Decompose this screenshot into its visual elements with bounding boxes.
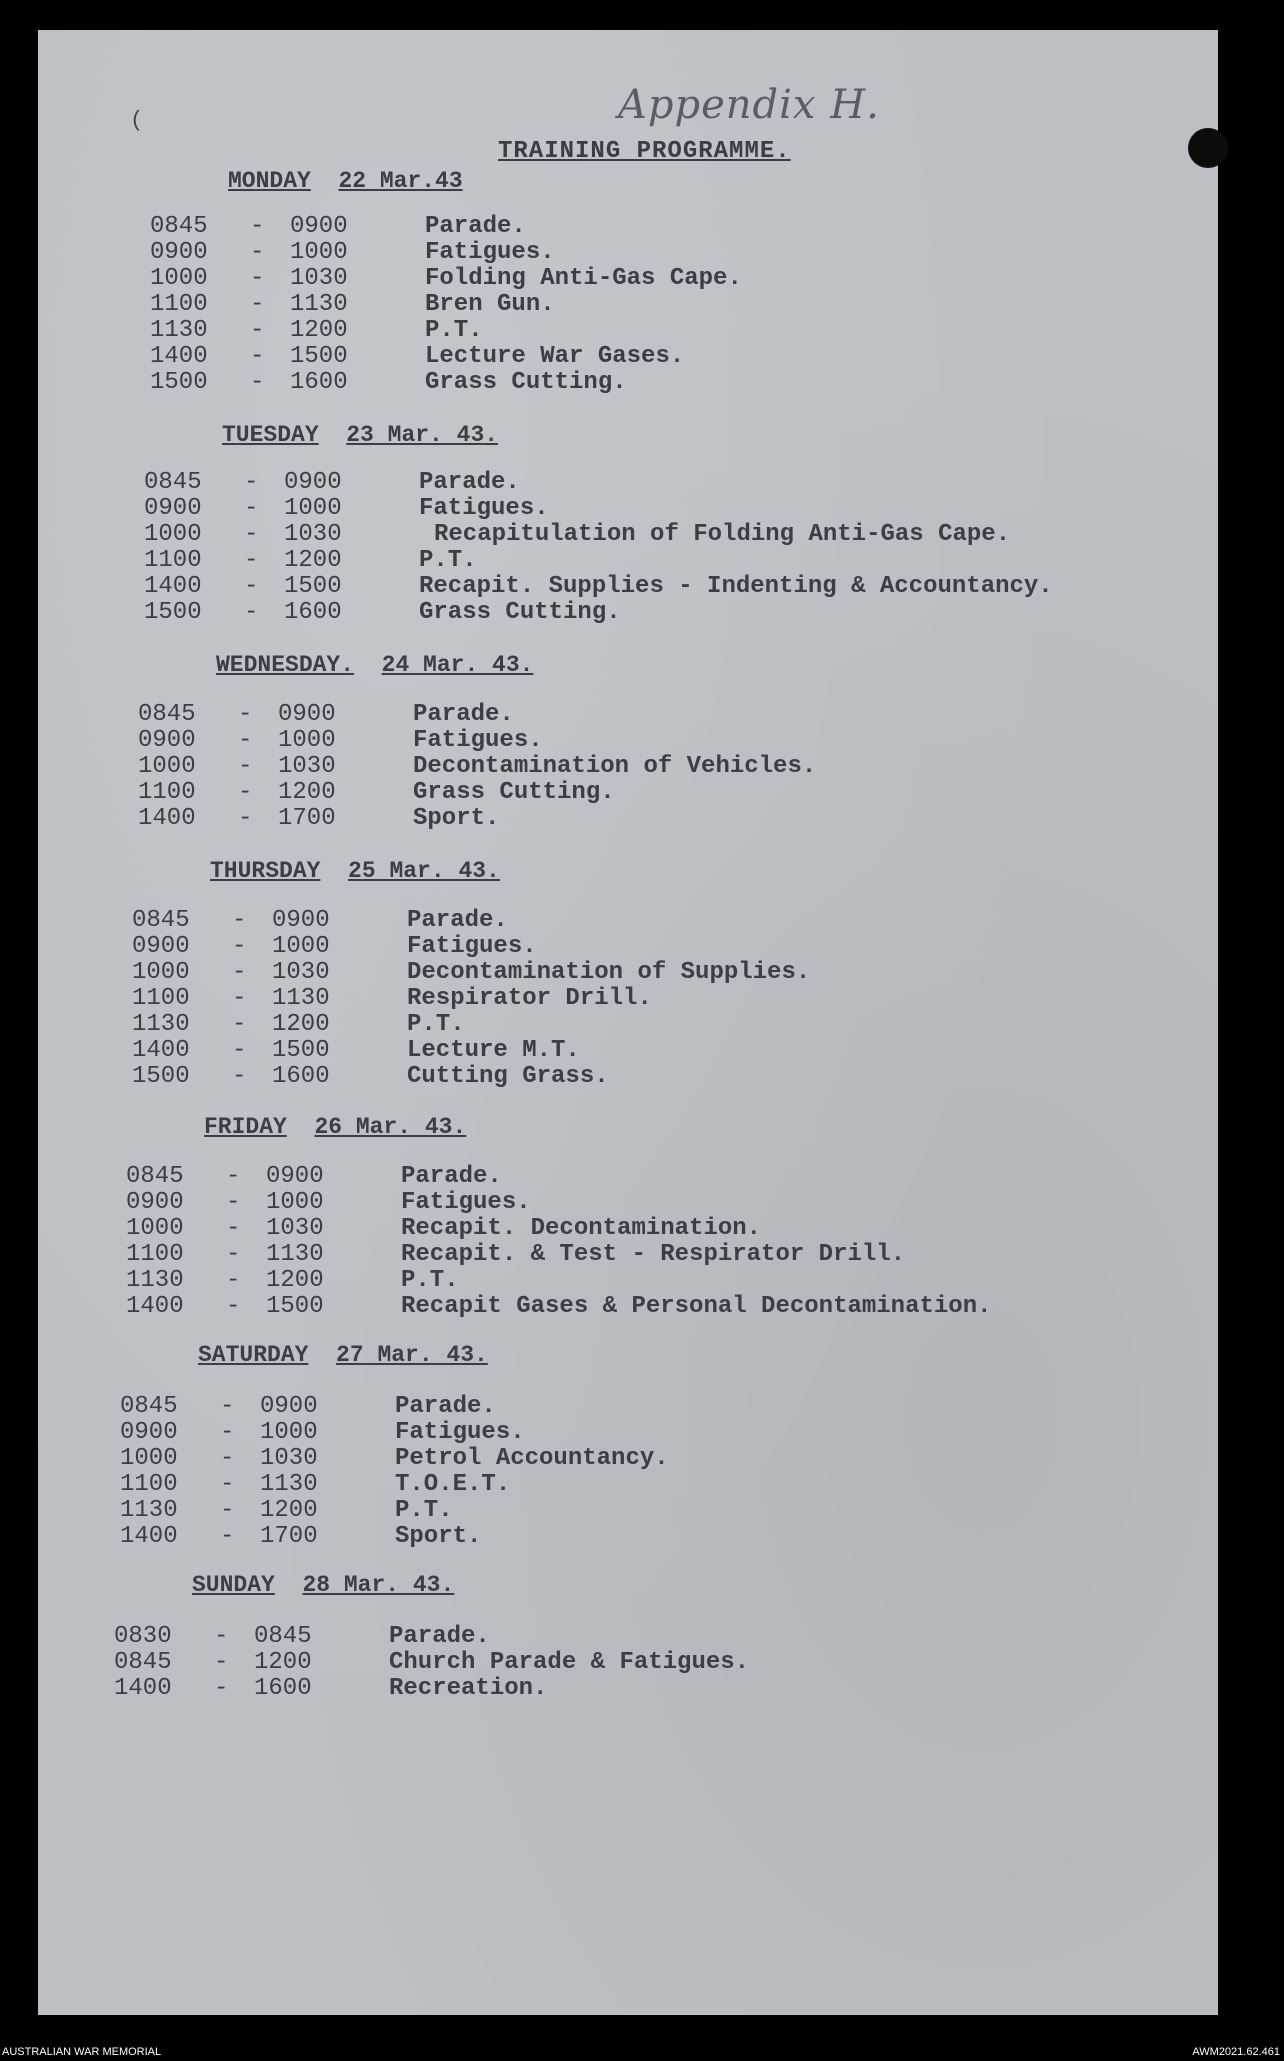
end-time: 1130: [290, 291, 348, 318]
activity: Petrol Accountancy.: [395, 1445, 669, 1472]
start-time: 1100: [150, 291, 208, 318]
start-time: 1000: [138, 753, 196, 780]
day-name: MONDAY: [228, 168, 311, 194]
activity: Parade.: [419, 469, 520, 496]
end-time: 1000: [260, 1419, 318, 1446]
day-name: WEDNESDAY.: [216, 652, 355, 678]
start-time: 0830: [114, 1623, 172, 1650]
end-time: 0900: [284, 469, 342, 496]
activity: Recapit. Supplies - Indenting & Accountancy.: [419, 573, 1053, 600]
activity: Parade.: [425, 213, 526, 240]
end-time: 1000: [272, 933, 330, 960]
end-time: 1200: [272, 1011, 330, 1038]
activity: Parade.: [389, 1623, 490, 1650]
activity: Decontamination of Vehicles.: [413, 753, 817, 780]
start-time: 1400: [144, 573, 202, 600]
end-time: 1600: [284, 599, 342, 626]
day-date: 24 Mar. 43.: [381, 652, 534, 678]
start-time: 1500: [144, 599, 202, 626]
day-heading: [222, 422, 498, 448]
end-time: 1000: [278, 727, 336, 754]
end-time: 1130: [272, 985, 330, 1012]
end-time: 1130: [260, 1471, 318, 1498]
document-title: TRAINING PROGRAMME.: [498, 138, 791, 165]
activity: Sport.: [413, 805, 500, 832]
day-date: 25 Mar. 43.: [348, 858, 500, 884]
activity: Lecture War Gases.: [425, 343, 685, 370]
activity: P.T.: [407, 1011, 465, 1038]
end-time: 1200: [278, 779, 336, 806]
activity: Bren Gun.: [425, 291, 555, 318]
start-time: 1100: [132, 985, 190, 1012]
activity: P.T.: [425, 317, 483, 344]
activity: T.O.E.T.: [395, 1471, 511, 1498]
day-name: TUESDAY: [222, 422, 319, 448]
start-time: 0845: [132, 907, 190, 934]
end-time: 1200: [266, 1267, 324, 1294]
activity: Decontamination of Supplies.: [407, 959, 811, 986]
activity: Grass Cutting.: [413, 779, 615, 806]
end-time: 1600: [290, 369, 348, 396]
footer-source: AUSTRALIAN WAR MEMORIAL: [2, 2046, 162, 2058]
activity: Parade.: [407, 907, 508, 934]
day-date: 22 Mar.43: [338, 168, 463, 194]
activity: Parade.: [401, 1163, 502, 1190]
day-heading: [210, 858, 500, 884]
start-time: 1130: [132, 1011, 190, 1038]
day-date: 26 Mar. 43.: [314, 1114, 467, 1140]
day-name: FRIDAY: [204, 1114, 287, 1140]
end-time: 1600: [272, 1063, 330, 1090]
end-time: 1700: [278, 805, 336, 832]
punch-hole: [1188, 128, 1228, 168]
start-time: 1130: [126, 1267, 184, 1294]
start-time: 1000: [144, 521, 202, 548]
end-time: 1500: [266, 1293, 324, 1320]
start-time: 0845: [114, 1649, 172, 1676]
start-time: 0845: [150, 213, 208, 240]
end-time: 1030: [290, 265, 348, 292]
end-time: 1030: [260, 1445, 318, 1472]
day-heading: [216, 652, 533, 678]
activity: Grass Cutting.: [425, 369, 627, 396]
activity: Recapitulation of Folding Anti-Gas Cape.: [434, 521, 1011, 548]
end-time: 0900: [278, 701, 336, 728]
day-date: 23 Mar. 43.: [346, 422, 499, 448]
activity: Fatigues.: [401, 1189, 531, 1216]
start-time: 1100: [144, 547, 202, 574]
start-time: 1130: [150, 317, 208, 344]
start-time: 0900: [150, 239, 208, 266]
activity: P.T.: [401, 1267, 459, 1294]
margin-mark: (: [130, 108, 144, 133]
day-date: 28 Mar. 43.: [302, 1572, 455, 1598]
end-time: 1600: [254, 1675, 312, 1702]
activity: Parade.: [413, 701, 514, 728]
activity: Cutting Grass.: [407, 1063, 609, 1090]
start-time: 0845: [138, 701, 196, 728]
end-time: 1030: [278, 753, 336, 780]
start-time: 0900: [126, 1189, 184, 1216]
day-date: 27 Mar. 43.: [336, 1342, 488, 1368]
end-time: 0900: [290, 213, 348, 240]
activity: Fatigues.: [395, 1419, 525, 1446]
start-time: 1100: [126, 1241, 184, 1268]
end-time: 1500: [290, 343, 348, 370]
end-time: 1200: [290, 317, 348, 344]
activity: Recapit. & Test - Respirator Drill.: [401, 1241, 906, 1268]
end-time: 1200: [284, 547, 342, 574]
activity: Respirator Drill.: [407, 985, 652, 1012]
end-time: 0900: [272, 907, 330, 934]
end-time: 1500: [272, 1037, 330, 1064]
end-time: 1200: [260, 1497, 318, 1524]
day-name: SATURDAY: [198, 1342, 309, 1368]
start-time: 1000: [132, 959, 190, 986]
start-time: 1400: [120, 1523, 178, 1550]
end-time: 1500: [284, 573, 342, 600]
end-time: 1200: [254, 1649, 312, 1676]
end-time: 0900: [266, 1163, 324, 1190]
start-time: 1400: [150, 343, 208, 370]
end-time: 1000: [290, 239, 348, 266]
end-time: 1030: [272, 959, 330, 986]
activity: P.T.: [395, 1497, 453, 1524]
activity: Recapit Gases & Personal Decontamination.: [401, 1293, 992, 1320]
day-name: SUNDAY: [192, 1572, 275, 1598]
end-time: 1700: [260, 1523, 318, 1550]
start-time: 1100: [138, 779, 196, 806]
end-time: 0900: [260, 1393, 318, 1420]
activity: Folding Anti-Gas Cape.: [425, 265, 742, 292]
activity: P.T.: [419, 547, 477, 574]
activity: Fatigues.: [425, 239, 555, 266]
end-time: 1030: [284, 521, 342, 548]
start-time: 1500: [150, 369, 208, 396]
activity: Fatigues.: [407, 933, 537, 960]
start-time: 0900: [138, 727, 196, 754]
activity: Church Parade & Fatigues.: [389, 1649, 750, 1676]
start-time: 1130: [120, 1497, 178, 1524]
activity: Parade.: [395, 1393, 496, 1420]
start-time: 0900: [144, 495, 202, 522]
end-time: 1000: [266, 1189, 324, 1216]
start-time: 1100: [120, 1471, 178, 1498]
day-heading: [228, 168, 463, 194]
start-time: 0900: [120, 1419, 178, 1446]
start-time: 1400: [132, 1037, 190, 1064]
end-time: 1130: [266, 1241, 324, 1268]
activity: Fatigues.: [419, 495, 549, 522]
end-time: 1030: [266, 1215, 324, 1242]
activity: Lecture M.T.: [407, 1037, 580, 1064]
activity: Recapit. Decontamination.: [401, 1215, 762, 1242]
start-time: 0845: [144, 469, 202, 496]
end-time: 0845: [254, 1623, 312, 1650]
day-heading: [204, 1114, 466, 1140]
activity: Fatigues.: [413, 727, 543, 754]
start-time: 0845: [126, 1163, 184, 1190]
day-name: THURSDAY: [210, 858, 321, 884]
appendix-note: Appendix H.: [618, 82, 880, 128]
activity: Recreation.: [389, 1675, 548, 1702]
start-time: 0900: [132, 933, 190, 960]
start-time: 1000: [126, 1215, 184, 1242]
start-time: 1000: [150, 265, 208, 292]
activity: Grass Cutting.: [419, 599, 621, 626]
activity: Sport.: [395, 1523, 482, 1550]
day-heading: [192, 1572, 454, 1598]
start-time: 1400: [114, 1675, 172, 1702]
start-time: 1400: [138, 805, 196, 832]
start-time: 0845: [120, 1393, 178, 1420]
footer-accession: AWM2021.62.461: [1192, 2046, 1280, 2058]
start-time: 1000: [120, 1445, 178, 1472]
document-page: ( Appendix H. TRAINING PROGRAMME. MONDAY 22 Mar.43 0845 - 0900 Parade. 0900 - 1000 Fatigues. 1000 - 1030 Folding Anti-Gas Cape. 1100 - 1130 Bren Gun. 1130 - 1200 P.T. 1400 - 1500 Lecture War Gases. 1500 - 1600 Grass Cutting. TUESDAY 23 Mar. 43. 0845 - 0900 Parade. 0900 - 1000 Fatigues. 1000 - 1030 Recapitulation of Folding Anti-Gas Cape. 1100 - 1200 P.T. 1400 - 1500 Recapit. Supplies - Indenting & Accountancy. 1500 - 1600 Grass Cutting. WEDNESDAY. 24 Mar. 43. 0845 - 0900 Parade. 0900 - 1000 Fatigues. 1000 - 1030 Decontamination of Vehicles. 1100 - 1200 Grass Cutting. 1400 - 1700 Sport. THURSDAY 25 Mar. 43. 0845 - 0900 Parade. 0900 - 1000 Fatigues. 1000 - 1030 Decontamination of Supplies. 1100 - 1130 Respirator Drill. 1130 - 1200 P.T. 1400 - 1500 Lecture M.T. 1500 - 1600 Cutting Grass. FRIDAY 26 Mar. 43. 0845 - 0900 Parade. 0900 - 1000 Fatigues. 1000 - 1030 Recapit. Decontamination. 1100 - 1130 Recapit. & Test - Respirator Drill. 1130 - 1200 P.T. 1400 - 1500 Recapit Gases & Personal Decontamination. SATURDAY 27 Mar. 43. 0845 - 0900 Parade. 0900 - 1000 Fatigues. 1000 - 1030 Petrol Accountancy. 1100 - 1130 T.O.E.T. 1130 - 1200 P.T. 1400 - 1700 Sport. SUNDAY 28 Mar. 43. 0830 - 0845 Parade. 0845 - 1200 Church Parade & Fatigues. 1400 - 1600 Recreation.: [38, 30, 1218, 2015]
start-time: 1400: [126, 1293, 184, 1320]
day-heading: [198, 1342, 488, 1368]
start-time: 1500: [132, 1063, 190, 1090]
end-time: 1000: [284, 495, 342, 522]
